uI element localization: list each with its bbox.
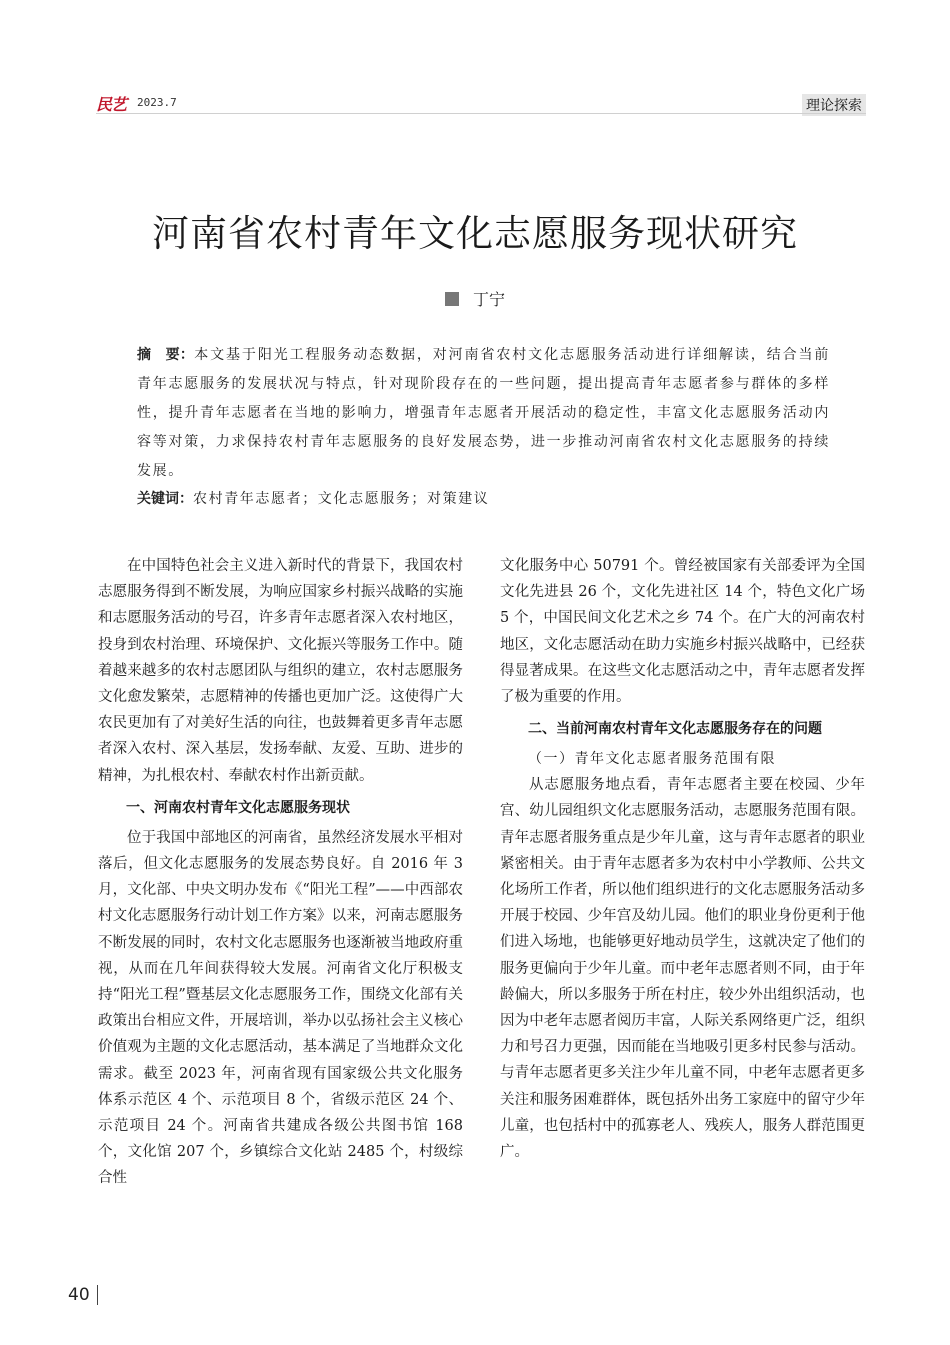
issue-date: 2023.7 <box>137 96 177 109</box>
journal-logo: 民艺 <box>96 95 127 114</box>
author-line <box>0 287 950 310</box>
abstract <box>137 341 830 486</box>
author-square-icon <box>445 292 459 306</box>
section-2-heading: 二、当前河南农村青年文化志愿服务存在的问题 <box>528 721 822 738</box>
section-1-paragraph: 位于我国中部地区的河南省，虽然经济发展水平相对落后，但文化志愿服务的发展态势良好。自 2016 年 3 月，文化部、中央文明办发布《“阳光工程”——中西部农村文化志愿服务行动计划工作方案》以来，河南志愿服务不断发展的同时，农村文化志愿服务也逐渐被当地政府重视，从而在几年间获得较大发展。河南省文化厅积极支持“阳光工程”暨基层文化志愿服务工作，围绕文化部有关政策出台相应文件，开展培训，举办以弘扬社会主义核心价值观为主题的文化志愿活动，基本满足了当地群众文化需求。截至 2023 年，河南省现有国家级公共文化服务体系示范区 4 个、示范项目 8 个，省级示范区 24 个、示范项目 24 个。河南省共建成各级公共图书馆 168 个，文化馆 207 个，乡镇综合文化站 2485 个，村级综合性 <box>98 829 463 1187</box>
abstract-label: 摘 要： <box>137 347 195 363</box>
keywords-label: 关键词： <box>137 491 193 507</box>
keywords-text: 农村青年志愿者；文化志愿服务；对策建议 <box>193 491 490 507</box>
header-divider <box>96 113 866 114</box>
section-1-heading: 一、河南农村青年文化志愿服务现状 <box>126 799 350 816</box>
intro-paragraph: 在中国特色社会主义进入新时代的背景下，我国农村志愿服务得到不断发展，为响应国家乡村振兴战略的实施和志愿服务活动的号召，许多青年志愿者深入农村地区，投身到农村治理、环境保护、文化振兴等服务工作中。随着越来越多的农村志愿团队与组织的建立，农村志愿服务文化愈发繁荣，志愿精神的传播也更加广泛。这使得广大农民更加有了对美好生活的向往，也鼓舞着更多青年志愿者深入农村、深入基层，发扬奉献、友爱、互助、进步的精神，为扎根农村、奉献农村作出新贡献。 <box>98 558 463 784</box>
keywords <box>137 486 830 512</box>
abstract-text: 本文基于阳光工程服务动态数据，对河南省农村文化志愿服务活动进行详细解读，结合当前青年志愿服务的发展状况与特点，针对现阶段存在的一些问题，提出提高青年志愿者参与群体的多样性，提升青年志愿者在当地的影响力，增强青年志愿者开展活动的稳定性，丰富文化志愿服务活动内容等对策，力求保持农村青年志愿服务的良好发展态势，进一步推动河南省农村文化志愿服务的持续发展。 <box>137 347 831 479</box>
section-2-paragraph-1: 从志愿服务地点看，青年志愿者主要在校园、少年宫、幼儿园组织文化志愿服务活动，志愿服务范围有限。青年志愿者服务重点是少年儿童，这与青年志愿者的职业紧密相关。由于青年志愿者多为农村中小学教师、公共文化场所工作者，所以他们组织进行的文化志愿服务活动多开展于校园、少年宫及幼儿园。他们的职业身份更利于他们进入场地，也能够更好地动员学生，这就决定了他们的服务更偏向于少年儿童。而中老年志愿者则不同，由于年龄偏大，所以多服务于所在村庄，较少外出组织活动，也因为中老年志愿者阅历丰富，人际关系网络更广泛，组织力和号召力更强，因而能在当地吸引更多村民参与活动。与青年志愿者更多关注少年儿童不同，中老年志愿者更多关注和服务困难群体，既包括外出务工家庭中的留守少年儿童，也包括村中的孤寡老人、残疾人，服务人群范围更广。 <box>500 777 865 1161</box>
section-label: 理论探索 <box>802 94 866 116</box>
page-number-divider <box>97 1285 98 1305</box>
right-column <box>500 553 865 1165</box>
section-2-subheading-1: （一）青年文化志愿者服务范围有限 <box>528 751 776 768</box>
author-name: 丁宁 <box>472 290 505 309</box>
article-title: 河南省农村青年文化志愿服务现状研究 <box>152 212 798 255</box>
left-column <box>98 553 463 1192</box>
section-1-paragraph-continued: 文化服务中心 50791 个。曾经被国家有关部委评为全国文化先进县 26 个，文化先进社区 14 个，特色文化广场 5 个，中国民间文化艺术之乡 74 个。在广大的河南农村地区，文化志愿活动在助力实施乡村振兴战略中，已经获得显著成果。在这些文化志愿活动之中，青年志愿者发挥了极为重要的作用。 <box>500 558 865 706</box>
page-number: 40 <box>68 1285 90 1305</box>
